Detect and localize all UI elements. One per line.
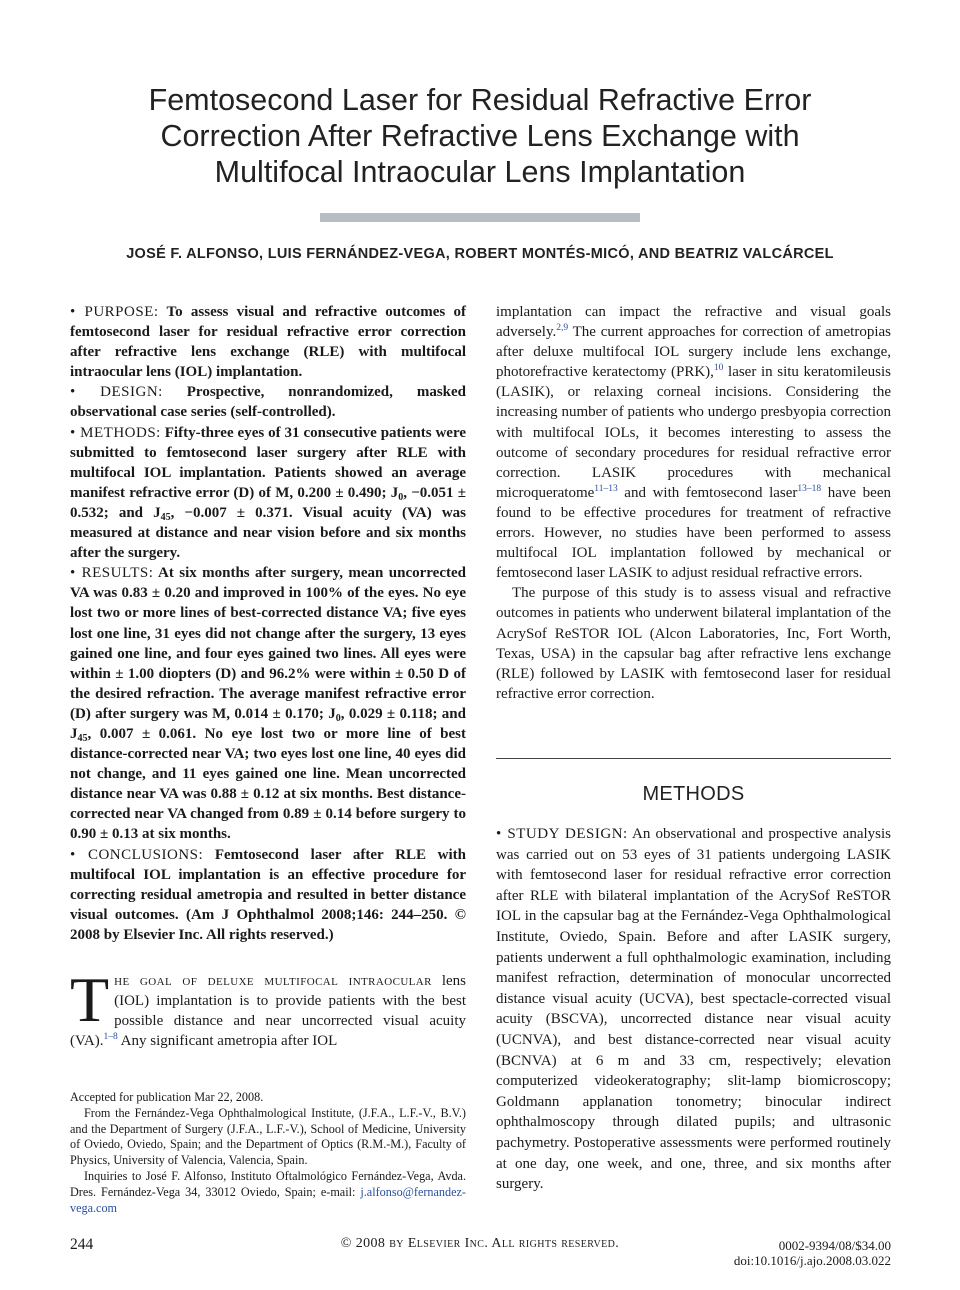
abstract-design — [70, 382, 466, 422]
study-design-label: • STUDY DESIGN: — [496, 826, 628, 842]
subscript-j0: 0 — [335, 712, 341, 724]
inquiries-text: Inquiries to José F. Alfonso, Instituto Oftalmológico Fernández-Vega, Avda. Dres. Fernández-Vega 34, 33012 Oviedo, Spain; e-mail: — [70, 1168, 466, 1199]
p1-text-b: The current approaches for correction of ametropias after deluxe multifocal IOL surgery include lens exchange, photorefractive keratectomy (PRK), — [496, 324, 891, 381]
design-text: Prospective, nonrandomized, masked observational case series (self-controlled). — [70, 384, 466, 421]
p1-text-a: implantation can impact the refractive and visual goals adversely. — [496, 304, 891, 341]
abstract-results — [70, 563, 466, 844]
title-line-2: Correction After Refractive Lens Exchange with — [160, 119, 800, 153]
methods-label: • METHODS: — [70, 424, 161, 441]
article-codes — [660, 1238, 891, 1268]
intro-text-a: lens (IOL) implantation is to provide patients with the best possible distance and near uncorrected visual acuity (VA). — [70, 973, 466, 1050]
design-label: • DESIGN: — [70, 384, 163, 401]
inquiries-note — [70, 1169, 466, 1216]
methods-heading: METHODS — [642, 783, 745, 805]
citation-11-13[interactable]: 11–13 — [594, 483, 618, 494]
citation-1-8[interactable]: 1–8 — [103, 1032, 118, 1043]
doi-code[interactable]: doi:10.1016/j.ajo.2008.03.022 — [733, 1253, 891, 1268]
abstract-purpose — [70, 302, 466, 382]
right-column — [496, 302, 891, 704]
abstract — [70, 302, 466, 945]
intro-smallcaps: he goal of deluxe multifocal intraocular — [114, 973, 432, 989]
abstract-methods — [70, 423, 466, 564]
citation-13-18[interactable]: 13–18 — [797, 483, 822, 494]
title-line-3: Multifocal Intraocular Lens Implantation — [214, 155, 746, 189]
results-label: • RESULTS: — [70, 565, 154, 582]
accepted-note: Accepted for publication Mar 22, 2008. — [70, 1090, 264, 1104]
subscript-j45: 45 — [160, 511, 171, 523]
article-title — [110, 82, 850, 190]
purpose-label: • PURPOSE: — [70, 304, 159, 320]
conclusions-text: Femtosecond laser after RLE with multifocal IOL implantation is an effective procedure for correcting residual ametropia and resulted in better distance visual outcomes. (Am J Ophthalmol 2008;146: 244–250. © 2008 by Elsevier Inc. All rights reserved.) — [70, 846, 467, 943]
methods-text-c: , −0.007 ± 0.371. Visual acuity (VA) was measured at distance and near vision before and six months after the surgery. — [70, 504, 466, 562]
citation-10[interactable]: 10 — [713, 363, 724, 374]
results-text-c: , 0.007 ± 0.061. No eye lost two or more line of best distance-corrected near VA; two eyes lost one line, 40 eyes did not change, and 11 eyes gained one line. Mean uncorrected distance near VA was 0.88 ± 0.12 at six months. Best distance-corrected near VA changed from 0.89 ± 0.14 before surgery to 0.90 ± 0.13 at six months. — [70, 725, 466, 843]
citation-2-9[interactable]: 2,9 — [556, 323, 569, 334]
subscript-j45: 45 — [77, 732, 88, 744]
study-design-text: An observational and prospective analysis was carried out on 53 eyes of 31 patients undergoing LASIK with femtosecond laser for residual refractive error correction after RLE with bilateral implantation of the AcrySof ReSTOR IOL in the capsular bag at the Fernández-Vega Ophthalmological Institute, Oviedo, Spain. Before and after LASIK surgery, patients underwent a full ophthalmologic examination, including manifest refraction, determination of monocular uncorrected distance visual acuity (UCVA), best spectacle-corrected visual acuity (BSCVA), uncorrected distance near visual acuity (UCNVA), and best distance-corrected near visual acuity (BCNVA) at 6 m and 33 cm, respectively; elevation computerized videokeratography; slit-lamp biomicroscopy; Goldmann applanation tonometry; binocular indirect ophthalmoscopy through dilated pupils; and ultrasonic pachymetry. Postoperative assessments were performed routinely at one day, one week, and one, three, and six months after surgery. — [496, 826, 891, 1193]
p1-text-c: laser in situ keratomileusis (LASIK), or relaxing corneal incisions. Considering the increasing number of patients who undergo presbyopia correction with multifocal IOLs, it becomes interesting to assess the outcome of secondary procedures for residual refractive error correction. LASIK procedures with mechanical microqueratome — [496, 364, 892, 501]
subscript-j0: 0 — [398, 491, 404, 503]
section-rule — [496, 758, 891, 759]
abstract-conclusions — [70, 845, 466, 945]
p1-text-d: and with femtosecond laser — [617, 484, 798, 501]
introduction-paragraph — [70, 964, 466, 1051]
body-paragraph-1 — [496, 302, 891, 583]
drop-cap: T — [70, 964, 110, 1035]
left-column — [70, 302, 466, 1051]
copyright-line — [300, 1236, 660, 1252]
results-text-b: , 0.029 ± 0.118; and J — [70, 705, 466, 742]
footnotes — [70, 1090, 466, 1216]
author-list: JOSÉ F. ALFONSO, LUIS FERNÁNDEZ-VEGA, ROBERT MONTÉS-MICÓ, AND BEATRIZ VALCÁRCEL — [126, 246, 834, 262]
study-design-paragraph — [496, 824, 891, 1195]
methods-text-a: Fifty-three eyes of 31 consecutive patients were submitted to femtosecond laser surgery after RLE with multifocal IOL implantation. Patients showed an average manifest refractive error (D) of M, 0.200 ± 0.490; J — [70, 424, 466, 501]
results-text-a: At six months after surgery, mean uncorrected VA was 0.83 ± 0.20 and improved in 100% of the eyes. No eye lost two or more lines of best-corrected distance VA; five eyes lost one line, 31 eyes did not change after the surgery, 13 eyes gained one line, and four eyes gained two lines. All eyes were within ± 1.00 diopters (D) and 96.2% were within ± 0.50 D of the desired refraction. The average manifest refractive error (D) after surgery was M, 0.014 ± 0.170; J — [70, 565, 466, 722]
intro-text-b: Any significant ametropia after IOL — [117, 1033, 338, 1050]
purpose-text: To assess visual and refractive outcomes of femtosecond laser for residual refractive error correction after refractive lens exchange (RLE) with multifocal intraocular lens (IOL) implantation. — [70, 304, 466, 381]
page-number: 244 — [70, 1236, 94, 1253]
conclusions-label: • CONCLUSIONS: — [70, 846, 204, 863]
email-link[interactable]: j.alfonso@fernandez-vega.com — [70, 1184, 466, 1215]
title-divider-bar — [320, 213, 640, 222]
p1-text-e: have been found to be effective procedures for treatment of refractive errors. However, no studies have been performed to assess multifocal IOL implantation followed by mechanical or femtosecond laser LASIK to adjust residual refractive errors. — [496, 484, 891, 582]
affiliation-note: From the Fernández-Vega Ophthalmological Institute, (J.F.A., L.F.-V., B.V.) and the Department of Surgery (J.F.A., L.F.-V.), School of Medicine, University of Oviedo, Oviedo, Spain; and the Department of Optics (R.M.-M.), Faculty of Physics, University of Valencia, Valencia, Spain. — [70, 1105, 466, 1168]
issn-code: 0002-9394/08/$34.00 — [778, 1238, 891, 1253]
methods-text-b: , −0.051 ± 0.532; and J — [70, 484, 467, 521]
body-paragraph-2: The purpose of this study is to assess visual and refractive outcomes in patients who underwent bilateral implantation of the AcrySof ReSTOR IOL (Alcon Laboratories, Inc, Fort Worth, Texas, USA) in the capsular bag after refractive lens exchange (RLE) followed by LASIK with femtosecond laser for residual refractive error correction. — [496, 585, 891, 702]
copyright-text: © 2008 by Elsevier Inc. All rights reserved. — [340, 1236, 620, 1251]
title-line-1: Femtosecond Laser for Residual Refractive Error — [148, 83, 812, 117]
